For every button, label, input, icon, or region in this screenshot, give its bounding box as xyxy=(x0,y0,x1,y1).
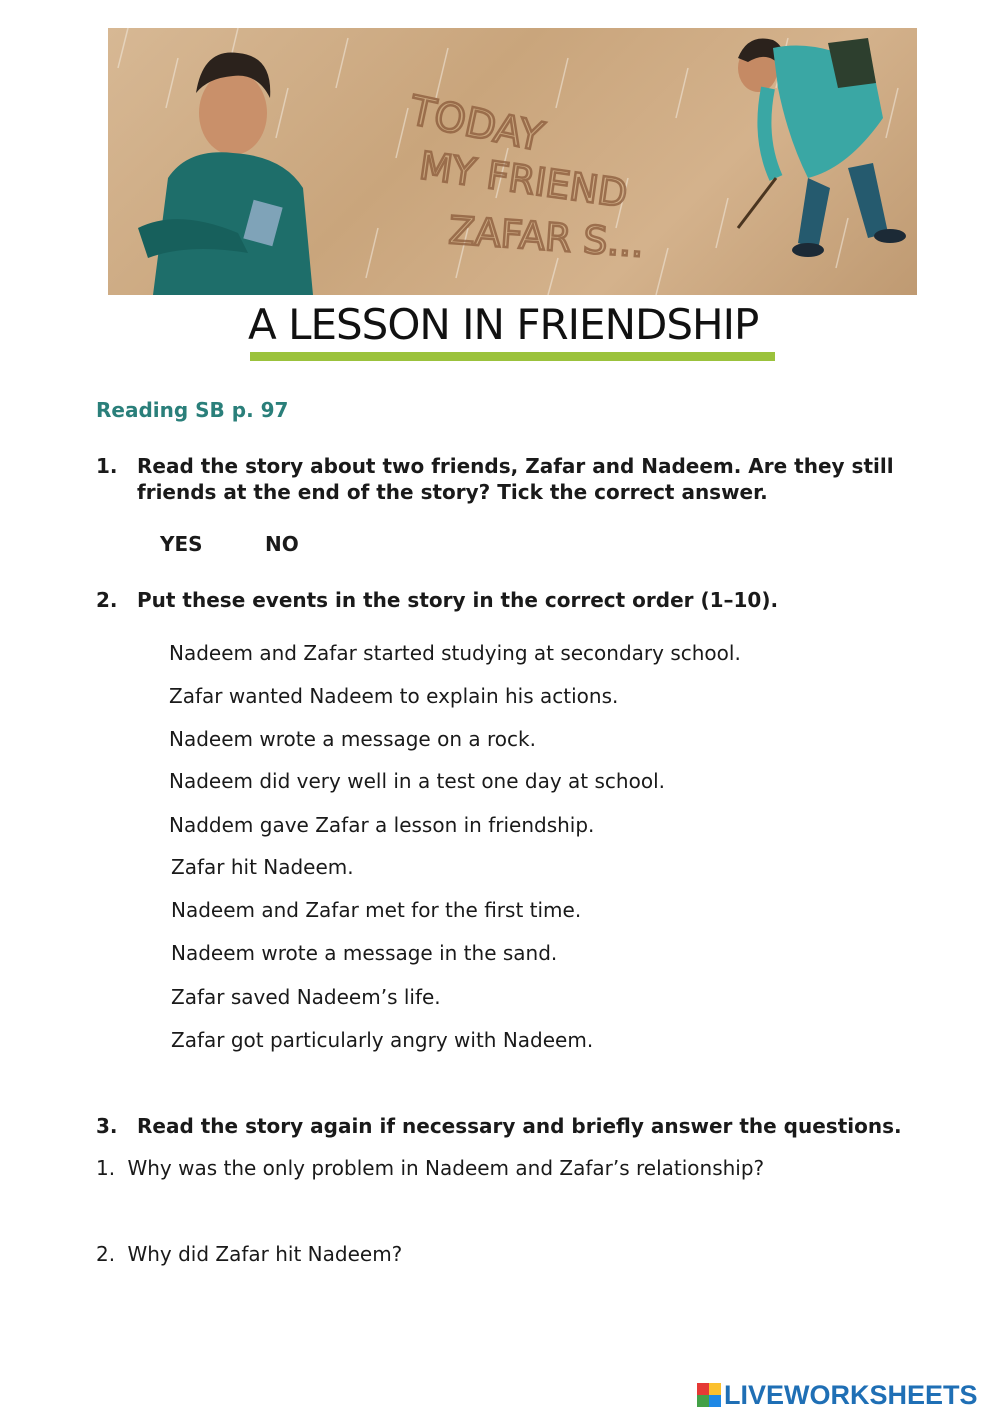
event-item: Naddem gave Zafar a lesson in friendship. xyxy=(169,813,595,837)
boy-right-figure xyxy=(738,38,906,257)
sub-question-text: Why did Zafar hit Nadeem? xyxy=(127,1242,403,1266)
question-1 xyxy=(96,453,916,507)
sand-word-zafar: ZAFAR S... xyxy=(447,208,646,266)
event-item: Zafar got particularly angry with Nadeem. xyxy=(171,1028,594,1052)
question-3 xyxy=(96,1113,956,1141)
reading-reference: Reading SB p. 97 xyxy=(96,398,289,422)
liveworksheets-logo xyxy=(697,1380,978,1410)
event-item: Nadeem did very well in a test one day at school. xyxy=(169,769,665,793)
question-1-line-2: friends at the end of the story? Tick the correct answer. xyxy=(137,480,768,504)
event-item: Zafar wanted Nadeem to explain his actions. xyxy=(169,684,619,708)
event-item: Nadeem and Zafar met for the first time. xyxy=(171,898,582,922)
sand-word-today: TODAY xyxy=(405,87,548,161)
boy-left-figure xyxy=(138,53,313,296)
question-1-number: 1. xyxy=(96,454,118,478)
sub-question-number: 2. xyxy=(96,1242,116,1266)
title-underline xyxy=(250,352,775,361)
sand-word-my-friend: MY FRIEND xyxy=(416,143,631,217)
event-item: Zafar saved Nadeem’s life. xyxy=(171,985,441,1009)
sub-question-1 xyxy=(96,1156,764,1180)
question-3-text: Read the story again if necessary and briefly answer the questions. xyxy=(137,1114,902,1138)
event-item: Nadeem wrote a message in the sand. xyxy=(171,941,558,965)
sand-writing xyxy=(405,88,645,266)
answer-yes[interactable]: YES xyxy=(160,532,203,556)
question-2-text: Put these events in the story in the correct order (1–10). xyxy=(137,588,779,612)
event-item: Zafar hit Nadeem. xyxy=(171,855,354,879)
answer-no[interactable]: NO xyxy=(265,532,299,556)
logo-mark-icon xyxy=(697,1383,721,1407)
question-3-number: 3. xyxy=(96,1114,118,1138)
sub-question-2 xyxy=(96,1242,402,1266)
story-illustration xyxy=(108,28,917,295)
question-1-line-1: Read the story about two friends, Zafar and Nadeem. Are they still xyxy=(137,454,894,478)
event-item: Nadeem wrote a message on a rock. xyxy=(169,727,536,751)
sub-question-number: 1. xyxy=(96,1156,116,1180)
question-2-number: 2. xyxy=(96,588,118,612)
question-2 xyxy=(96,587,916,615)
banner-art xyxy=(108,28,917,295)
event-item: Nadeem and Zafar started studying at secondary school. xyxy=(169,641,741,665)
logo-text: LIVEWORKSHEETS xyxy=(724,1379,978,1410)
sub-question-text: Why was the only problem in Nadeem and Zafar’s relationship? xyxy=(127,1156,765,1180)
page-title: A LESSON IN FRIENDSHIP xyxy=(248,300,759,349)
